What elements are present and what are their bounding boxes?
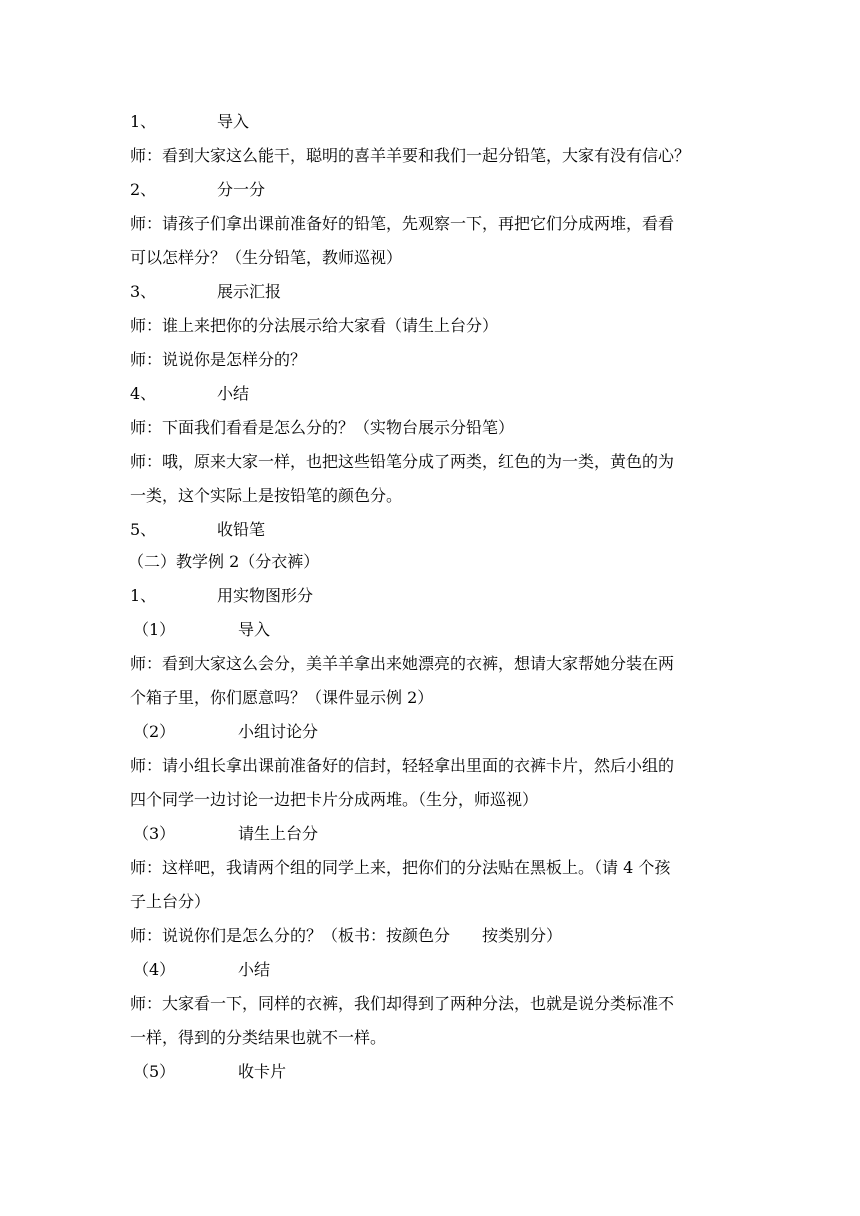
paragraph-line: 师：哦，原来大家一样，也把这些铅笔分成了两类，红色的为一类，黄色的为 <box>130 452 675 471</box>
subsection-number: （4） <box>133 960 176 979</box>
section-heading <box>130 384 740 404</box>
heading-text: 收铅笔 <box>217 520 266 539</box>
subsection-text: 收卡片 <box>238 1062 287 1081</box>
paragraph-line: 师：看到大家这么会分，美羊羊拿出来她漂亮的衣裤，想请大家帮她分装在两 <box>130 654 675 673</box>
paragraph-line: 一样，得到的分类结果也就不一样。 <box>130 1028 387 1047</box>
heading-text: 导入 <box>217 112 250 131</box>
subsection-number: （2） <box>133 722 176 741</box>
subsection-text: 请生上台分 <box>238 824 319 843</box>
section-heading <box>130 520 740 540</box>
heading-number: 5、 <box>130 520 157 539</box>
subsection-text: 小组讨论分 <box>238 722 319 741</box>
section-heading <box>130 586 740 606</box>
section-heading <box>130 112 740 132</box>
subsection-text: 导入 <box>238 620 271 639</box>
heading-text: 分一分 <box>217 180 266 199</box>
paragraph-line: 师：下面我们看看是怎么分的？（实物台展示分铅笔） <box>130 418 515 437</box>
paragraph-line: 师：请孩子们拿出课前准备好的铅笔，先观察一下，再把它们分成两堆，看看 <box>130 214 675 233</box>
section-title: （二）教学例 2（分衣裤） <box>128 552 320 571</box>
paragraph-line: 子上台分） <box>130 892 211 911</box>
heading-text: 展示汇报 <box>217 282 282 301</box>
subsection-heading <box>133 960 743 980</box>
subsection-number: （5） <box>133 1062 176 1081</box>
subsection-heading <box>133 824 743 844</box>
paragraph-line: 师：说说你们是怎么分的？（板书：按颜色分 按类别分） <box>130 926 563 945</box>
paragraph-line: 个箱子里，你们愿意吗？（课件显示例 2） <box>130 688 434 707</box>
paragraph-line: 师：请小组长拿出课前准备好的信封，轻轻拿出里面的衣裤卡片，然后小组的 <box>130 756 675 775</box>
heading-text: 用实物图形分 <box>217 586 314 605</box>
paragraph-line: 师：这样吧，我请两个组的同学上来，把你们的分法贴在黑板上。（请 4 个孩 <box>130 858 671 877</box>
paragraph-line: 师：谁上来把你的分法展示给大家看（请生上台分） <box>130 316 499 335</box>
paragraph-line: 师：看到大家这么能干，聪明的喜羊羊要和我们一起分铅笔，大家有没有信心？ <box>130 146 691 165</box>
section-heading <box>130 282 740 302</box>
paragraph-line: 师：大家看一下，同样的衣裤，我们却得到了两种分法，也就是说分类标准不 <box>130 994 675 1013</box>
heading-text: 小结 <box>217 384 250 403</box>
paragraph-line: 四个同学一边讨论一边把卡片分成两堆。（生分，师巡视） <box>130 790 539 809</box>
heading-number: 1、 <box>130 586 157 605</box>
subsection-heading <box>133 1062 743 1082</box>
paragraph-line: 一类，这个实际上是按铅笔的颜色分。 <box>130 486 403 505</box>
subsection-number: （3） <box>133 824 176 843</box>
heading-number: 1、 <box>130 112 157 131</box>
heading-number: 4、 <box>130 384 157 403</box>
paragraph-line: 师：说说你是怎样分的？ <box>130 350 307 369</box>
subsection-heading <box>133 722 743 742</box>
subsection-number: （1） <box>133 620 176 639</box>
subsection-text: 小结 <box>238 960 271 979</box>
section-heading <box>130 180 740 200</box>
heading-number: 3、 <box>130 282 157 301</box>
paragraph-line: 可以怎样分？（生分铅笔，教师巡视） <box>130 248 403 267</box>
subsection-heading <box>133 620 743 640</box>
heading-number: 2、 <box>130 180 157 199</box>
